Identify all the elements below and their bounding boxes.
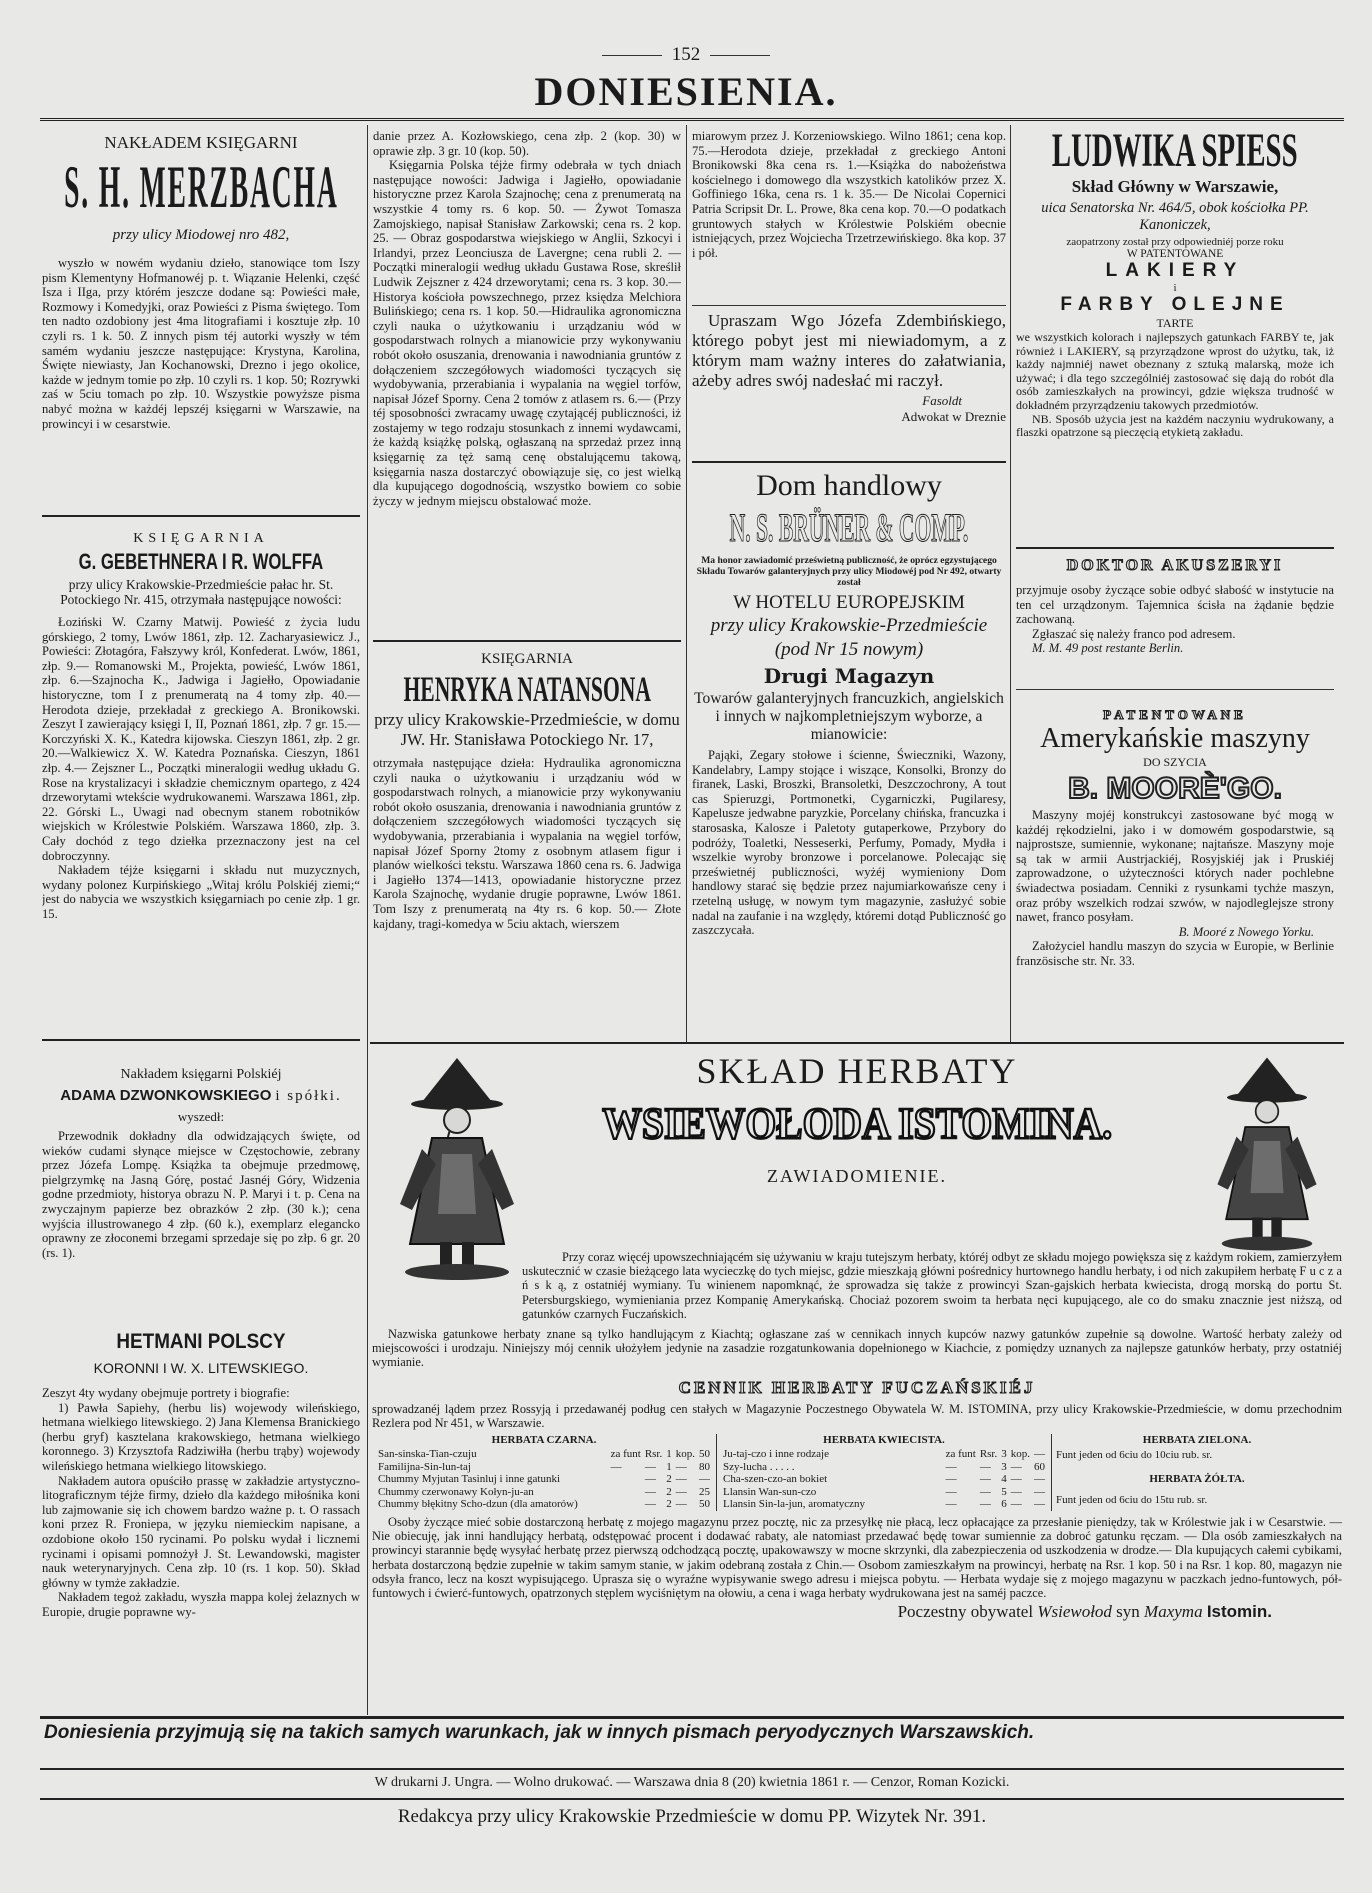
herzbach-name-wrap — [42, 153, 360, 221]
column-2 — [373, 125, 681, 1043]
footer-rule — [40, 1798, 1344, 1800]
natanson-address: przy ulicy Krakowskie-Przedmieście, w domu JW. Hr. Stanisława Potockiego Nr. 17, — [374, 710, 680, 749]
price-cell-rsr: 2 — [666, 1473, 672, 1486]
doktor-body: przyjmuje osoby życzące sobie odbyć słabość w instytucie na ten cel urządzonym. Tajemnica ścisła na żądanie będzie zachowaną. — [1016, 583, 1334, 627]
price-cell-rsr-label: — — [644, 1460, 656, 1473]
section-rule — [42, 515, 360, 517]
price-cell-unit: za funt — [945, 1448, 976, 1461]
price-row — [376, 1486, 712, 1499]
moore-sub: DO SZYCIA — [1143, 755, 1207, 769]
price-cell-kop: — — [1034, 1448, 1045, 1461]
price-cell-unit: — — [945, 1473, 957, 1486]
page-number-text: 152 — [671, 44, 701, 65]
price-cell-kop: — — [1034, 1473, 1045, 1486]
section-rule — [1016, 547, 1334, 549]
price-cell-unit — [609, 1498, 643, 1511]
gebethner-name-wrap — [42, 547, 360, 577]
price-cell-rsr-label: — — [979, 1473, 991, 1486]
tea-body — [372, 1250, 1342, 1622]
yellow-tea-price: Funt jeden od 6ciu do 15tu rub. sr. — [1056, 1493, 1208, 1506]
dzwonkowski-sub: wyszedł: — [177, 1109, 225, 1124]
price-row — [376, 1473, 712, 1486]
continuation-paragraph: danie przez A. Kozłowskiego, cena złp. 2 (kop. 30) w oprawie złp. 3 gr. 10 (kop. 50). — [373, 129, 681, 158]
price-cell-rsr-label: — — [979, 1498, 991, 1511]
green-yellow-tea-column — [1052, 1434, 1342, 1506]
price-cell-unit: — — [945, 1460, 957, 1473]
section-rule — [692, 461, 1006, 463]
continuation-paragraph: miarowym przez J. Korzeniowskiego. Wilno 1861; cena kop. 75.—Herodota dzieje, przekładał z greckiego Antoni Bronikowski 8ka cena rs. 1.—Książka do nabożeństwa kościelnego i domowego dla wszystkich katolików przez X. Goffiniego 16ka, cena rs. 1 k. 35.— De Nicolai Copernici Patria Scripsit Dr. L. Prowe, 8ka cena kop. 70.—O podatkach gruntowych stałych w Królestwie Polskiém obecnie istniejących, przez Wojciecha Trzetrzewińskiego. 8ka kop. 37 i pół. — [692, 129, 1006, 260]
price-cell-kop-label: kop. — [1010, 1448, 1030, 1461]
tea-closing: Osoby życzące mieć sobie dostarczoną herbatę z mojego magazynu przez pocztę, nic za przesyłkę nie płacą, lecz opłacające za przesłanie pieniędzy, tak w Królestwie jak i w Cesarstwie. — Nie obiecuję, jak inni handlujący herbatą, odstępować procent i dodawać rabaty, ale natomiast przedawać będę towar sumiennie za dobroć gatunku ręczam. — Dla osób zamieszkałych na prowincyi starannie będę wysyłać herbatę przez pierwszą odchodzącą pocztę, upakowawszy w mocne skrzynki, dla zabezpieczenia od uszkodzenia w drodze.— Dla kupujących całemi cybikami, herbata dostarczoną będzie zupełnie w takim samym stanie, w jakim odebraną została z Chin.— Osobom zamieszkałym na prowincyi, herbatę na Rsr. 1 kop. 50 i na Rsr. 1 kop. 80, magazyn nie odsyła franco, lecz na koszt wypisującego. Uprasza się o wyraźne wypisywanie swego adresu i miejsca pobytu. — Herbata wydaje się z mojego magazynu w paczkach jedno-funtowych, pół-funtowych i ćwierć-funtowych, opatrzonych stęplem wyciśniętym na ołowiu, a cena i waga herbaty wydrukowana jest na saméj paczce. — [372, 1515, 1342, 1601]
tea-name-wrap — [532, 1098, 1182, 1150]
dzwonkowski-body: Przewodnik dokładny dla odwidzających święte, od wieków cudami słynące miejsce w Częstochowie, zebrany przez Józefa Lompę. Książka ta obejmuje przedmowę, pielgrzymkę na Jasną Górę, postać Jasnéj Góry, Widzenia godne przedmioty, historya obrazu N. P. Maryi i t. p. Cena na zwyczajnym papierze bez obrazków 2 złp. (30 k.); cena wyjścia illustrowanego 4 złp. (60 k.), exemplarz elegancko oprawny ze złoconemi brzegami sprzedaje się po złp. 6 gr. 20 (rs. 1). — [42, 1129, 360, 1260]
price-cell-rsr-label: Rsr. — [979, 1448, 998, 1461]
dzwonkowski-ad — [42, 1053, 360, 1327]
spiess-farby: FARBY OLEJNE — [1060, 294, 1290, 315]
bruner-body: Pająki, Zegary stołowe i ścienne, Świeczniki, Wazony, Kandelabry, Lampy stojące i wiszące, Konsolki, Bronzy do firanek, Laski, Broszki, Bransoletki, Deszczochrony, A tout cas Spieruzgi, Portmonetki, Cygarniczki, Pugilaresy, Kapelusze jedwabne paryzkie, Porcelany chińska, francuzka i starosaska, Kalosze i Paletoty gutaperkowe, Przybory do podróży, Toaletki, Nesseserki, Perfumy, Pomady, Mydła i wszelkie wyroby bronzowe i porcelanowe. Polecając się prześwietnéj publiczności, wyżéj wymieniony Dom handlowy starać się będzie przez najumiarkowańsze ceny i rzetelną usługę, w nowym tym magazynie, zasłużyć sobie nadal na zaufanie i na względy, któremi dotąd Publiczność go zaszczycała. — [692, 748, 1006, 938]
price-cell-name: Szy-lucha . . . . . — [723, 1460, 795, 1473]
natanson-kicker: KSIĘGARNIA — [481, 651, 573, 667]
price-cell-rsr: 1 — [666, 1448, 672, 1461]
section-rule — [1016, 689, 1334, 690]
bruner-sub: Towarów galanteryjnych francuzkich, angielskich i innych w najkompletniejszym wyborze, a mianowicie: — [694, 690, 1004, 743]
bruner-ad — [692, 467, 1006, 1043]
herzbach-body: wyszło w nowém wydaniu dzieło, stanowiące tom Iszy pism Klementyny Hofmanowéj p. t. Wiązanie Helenki, część Isza i IIga, przy którém jeszcze dodane są: Powieści małe, Rozmowy i Komedyjki, oraz Powieści z Pisma świętego. Tom ten nadto ozdobiony jest 4ma litografiami i kosztuje złp. 10 czyli rs. 1 k. 50. Z innych pism téj autorki wyszły w tém samém wydaniu jeszcze następujące: Krystyna, Karolina, Święte niewiasty, Jan Kochanowski, Drezno i jego okolice, każde w jednym tomie po złp. 10 czyli rs. 1 kop. 50; Rozrywki zaś w 5ciu tomach po złp. 10. Wszystkie powyższe pisma nabyć można w każdéj lepszéj księgarni w Warszawie, na prowincyi i w cesarstwie. — [42, 256, 360, 431]
green-tea-title: HERBATA ZIELONA. — [1142, 1434, 1252, 1447]
doktor-line: Zgłaszać się należy franco pod adresem. — [1032, 626, 1236, 641]
natanson-continuation — [692, 129, 1006, 297]
price-cell-kop: 25 — [699, 1485, 710, 1498]
hetmani-title: HETMANI POLSCY — [116, 1330, 286, 1353]
price-cell-kop-label: — — [1010, 1498, 1022, 1511]
price-row — [376, 1448, 712, 1461]
moore-ad — [1016, 695, 1334, 1035]
header-rule — [40, 118, 1344, 121]
black-tea-title: HERBATA CZARNA. — [491, 1434, 597, 1447]
gebethner-paragraph: Łoziński W. Czarny Matwij. Powieść z życia ludu górskiego, 2 tomy, Lwów 1861, złp. 12. Zacharyasiewicz J., Powieści: Złotagóra, Fałszywy król, Konfederat. Lwów, 1861, złp. 9.— Romanowski M., Projekta, powieść, Lwów 1861, złp. 6.—Szajnocha K., Jadwiga i Jagiełło, Opowiadanie historyczne, tom I z prenumeratą na 4 tomy złp. 40.—Herodota dzieje, przekładał z greckiego A. Bronikowski. Zeszyt I zawierający księgi I, II, Poznań 1861, złp. 7 gr. 15.—Korczyński X. K., Katedra kijowska. Cieszyn 1861, złp. 2 gr. 20.—Walkiewicz X. W. Katedra Poznańska. Cieszyn, 1861 złp. 4.— Zejszner L., Początki mineralogii według układu G. Rose na krystalizacyi i składzie chemicznym opartego, z 424 drzeworytami wtekście wydrukowanemi. Warszawa 1861, złp. 22. Górski L., Uwagi nad obecnym stanem robotników wiejskich w Królestwie Polskiém. Warszawa 1860, złp. 3. Cały dochód z tego dziełka przeznaczony jest na cel dobroczynny. — [42, 615, 360, 863]
spiess-body: we wszystkich kolorach i najlepszych gatunkach FARBY te, jak również i LAKIERY, są przyrządzone wprost do użytku, tak, iż każdy najmniéj nawet obeznany z sztuką malarską, może ich używać; i dla tego szczególniéj zastosować się dają do robót dla osób zamieszkałych na prowincyi, gdzie większa trudność w dokładném przyrządzeniu takowych przedmiotów. — [1016, 330, 1334, 412]
flower-tea-column — [717, 1434, 1052, 1511]
price-cell-unit — [609, 1473, 643, 1486]
footer-editorial: Redakcya przy ulicy Krakowskie Przedmieście w domu PP. Wizytek Nr. 391. — [397, 1806, 987, 1827]
spiess-patent: W PATENTOWANE — [1126, 248, 1224, 260]
bruner-address: przy ulicy Krakowskie-Przedmieście (pod Nr 15 nowym) — [710, 615, 988, 660]
price-cell-kop: — — [699, 1473, 710, 1486]
bruner-intro: Ma honor zawiadomić prześwietną publiczność, że oprócz egzystującego Składu Towarów galanteryjnych przy ulicy Miodowéj pod Nr 492, otwarty został — [696, 555, 1002, 588]
price-cell-unit: za funt — [610, 1448, 641, 1461]
section-rule — [692, 305, 1006, 306]
section-rule — [370, 1042, 1344, 1044]
signature-first: Wsiewołod — [1037, 1602, 1112, 1622]
price-cell-kop-label: — — [1010, 1460, 1022, 1473]
price-cell-kop: — — [1034, 1485, 1045, 1498]
price-cell-kop-label: kop. — [675, 1448, 695, 1461]
tea-name: WSIEWOŁODA ISTOMINA. — [602, 1099, 1112, 1148]
footer-rule — [40, 1716, 1344, 1719]
page-number-rule-left — [602, 55, 662, 56]
spiess-name: LUDWIKA SPIESS — [1052, 125, 1298, 177]
black-tea-table — [376, 1448, 712, 1511]
price-cell-unit: — — [945, 1485, 957, 1498]
price-cell-rsr-label: — — [644, 1473, 656, 1486]
price-cell-name: Chummy czerwonawy Kołyn-ju-an — [378, 1485, 534, 1498]
moore-body: Maszyny mojéj konstrukcyi zastosowane być mogą w każdéj rękodzielni, jako i w domowém gospodarstwie, są najprostsze, sumiennie, wykonane; najtańsze. Maszyny moje są tak w armii Austrjackiéj, Rosyjskiéj jak i Pruskiéj zaprowadzone, o użyteczności których nader pochlebne świadectwa posiadam. Cenniki z rysunkami tychże maszyn, oraz próby wszelkich rodzai szwów, w najodleglejsze strony nawet, franco posyłam. — [1016, 808, 1334, 925]
continuation-paragraph: Księgarnia Polska téjże firmy odebrała w tych dniach następujące nowości: Jadwiga i Jagiełło, opowiadanie historyczne przez Karola Szajnochę; cena z prenumeratą na wszystkie 4 tomy rs. 6 kop. 50. — Żywot Tomasza Zamojskiego, napisał Stanisław Zarkowski; cena rs. 2 kop. 25. — Obraz gospodarstwa wiejskiego w Anglii, Szkocyi i Irlandyi, przez Leonciusza de Lavergne; cena rubli 2. — Początki mineralogii według układu Gustawa Rose, skreślił Ludwik Zejszner z 424 drzeworytami; cena rs. 3 kop. 30.—Historya kościoła powszechnego, przez księdza Melchiora Bulińskiego; cena rs. 1 kop. 50.—Hidraulika agronomiczna czyli nauka o użytkowaniu i urządzaniu wód w gospodarstwach rolnych a mianowicie przy wykonywaniu robót około osuszania, drenowania i nawodniania gruntów z dołączeniem szczegółowych wiadomości tyczących się wydobywania, przerabiania i wypalania na węgiel torfów, napisał Józef Sporny. Cena 2 tomów z atlasem rs. 6.— (Przy téj sposobności zwracamy uwagę czytającéj publiczności, iż zostajemy w tego rodzaju stosunkach z innemi wydawcami, że każdą książkę polską, ogłaszaną na sprzedaż przez inną księgarnię za tęż samą cenę obstalującemu takową, księgarnia nasza dostarczyć obowiązuje się, co jest wielką dla kupującego dogodnością, wszystko bowiem co sobie życzy w jednym miejscu obstalować może. — [373, 158, 681, 508]
hetmani-paragraph: 1) Pawła Sapiehy, (herbu lis) wojewody wileńskiego, hetmana wielkiego litewskiego. 2) Jana Klemensa Branickiego (herbu gryf) kasztelana krakowskiego, hetmana wielkiego koronnego. 3) Krzysztofa Radziwiłła (herbu trąby) wojewody wileńskiego hetmana wielkiego litowskiego. — [42, 1400, 360, 1473]
hetmani-paragraph: Zeszyt 4ty wydany obejmuje portrety i biografie: — [42, 1386, 290, 1400]
page-number-rule-right — [710, 55, 770, 56]
price-cell-name: Llansin Wan-sun-czo — [723, 1485, 817, 1498]
hetmani-paragraph: Nakładem tegoż zakładu, wyszła mappa kolej żelaznych w Europie, drugie poprawne wy- — [42, 1590, 360, 1619]
dzwonkowski-name: ADAMA DZWONKOWSKIEGO — [60, 1087, 272, 1104]
price-cell-unit: — — [610, 1460, 622, 1473]
price-cell-unit: — — [945, 1498, 957, 1511]
istomin-tea-ad — [372, 1046, 1342, 1714]
bruner-hotel: W HOTELU EUROPEJSKIM — [733, 592, 965, 613]
price-row — [721, 1473, 1047, 1486]
tea-sub: ZAWIADOMIENIE. — [766, 1166, 947, 1186]
gebethner-paragraph: Nakładem téjże księgarni i składu nut muzycznych, wydany polonez Kurpińskiego „Witaj królu Polskiéj ziemi;“ jest do nabycia we wszystkich księgarniach po cenie złp. 1 gr. 15. — [42, 863, 360, 921]
herzbach-address: przy ulicy Miodowej nro 482, — [112, 227, 290, 243]
dzwonkowski-suffix: i spółki. — [275, 1088, 342, 1104]
herzbach-name: S. H. MERZBACHA — [63, 154, 339, 220]
footer-imprint: W drukarni J. Ungra. — Wolno drukować. — Warszawa dnia 8 (20) kwietnia 1861 r. — Cenzor, Roman Kozicki. — [374, 1775, 1010, 1790]
tea-signature — [372, 1602, 1342, 1622]
price-cell-rsr: 3 — [1001, 1448, 1007, 1461]
gebethner-name: G. GEBETHNERA I R. WOLFFA — [78, 549, 324, 574]
price-cell-kop-label: — — [1010, 1485, 1022, 1498]
gebethner-ad — [42, 523, 360, 1041]
flower-tea-title: HERBATA KWIECISTA. — [823, 1434, 945, 1447]
natanson-name: HENRYKA NATANSONA — [403, 669, 651, 709]
spiess-tarte: TARTE — [1156, 316, 1194, 330]
natanson-name-wrap — [373, 668, 681, 710]
price-cell-kop: 60 — [1034, 1460, 1045, 1473]
price-cell-rsr: 2 — [666, 1498, 672, 1511]
price-row — [721, 1498, 1047, 1511]
column-divider — [367, 125, 368, 1715]
chinese-figure-right-illustration — [1192, 1054, 1342, 1254]
price-cell-rsr: 4 — [1001, 1473, 1007, 1486]
column-1 — [42, 125, 360, 1717]
spiess-lakiery: LAKIERY — [1105, 260, 1245, 281]
price-cell-unit — [609, 1486, 643, 1499]
price-cell-name: San-sinska-Tian-czuju — [378, 1448, 477, 1461]
tea-title: SKŁAD HERBATY — [696, 1051, 1018, 1091]
price-list-title: CENNIK HERBATY FUCZAŃSKIÉJ — [678, 1377, 1036, 1397]
page-number — [0, 44, 1372, 66]
price-cell-kop-label: — — [675, 1498, 687, 1511]
tea-paragraph: Przy coraz więcéj upowszechniającém się używaniu w kraju tutejszym herbaty, któréj odbyt ze składu mojego powiększa się z każdym rokiem, zamierzyłem uskutecznić w czasie bieżącego lata wycieczkę do tych miejsc, gdzie mieszkają główni pośrednicy hurtownego handlu herbaty, i od nich zakupiłem herbatę F u c z a ń s k ą, z ostatniéj wymiany. Tu winienem napomknąć, że sprowadza się także z prowincyi Szan-gajskich herbata kwiecista, drogą morską do portu St. Petersburgskiego, wymieniania przez Kompanię Amerykańską. Chociaż pozorem swoim ta herbata nęci kupującego, ale co do smaku znacznie jest niższą, od gatunków czarnych Fuczańskich. — [522, 1250, 1342, 1321]
moore-name: B. MOORÈ'GO. — [1068, 772, 1282, 805]
bruner-heading: Dom handlowy — [756, 469, 942, 502]
natanson-body: otrzymała następujące dzieła: Hydraulika agronomiczna czyli nauka o użytkowaniu i urządzaniu wód w gospodarstwach rolnych, a mianowicie przy wykonywaniu robót około osuszania, drenowania i nawodniania gruntów z dołączeniem szczegółowych wiadomości tyczących się wydobywania, przerabiania i wypalania na węgiel torfów, napisał Józef Sporny 2tomy z osobnym atlasem figur i planów wielkości tekstu. Warszawa 1860 cena rs. 6. Jadwiga i Jagiełło 1374—1413, opowiadanie historyczne przez Karola Szajnochę, wydanie drugie poprawne, Lwów 1861. Tom Iszy z prenumeratą na 4ty rs. 6 kop. 50.— Złote kajdany, tragi-komedya w 5ciu aktach, wierszem — [373, 756, 681, 931]
price-cell-rsr: 3 — [1001, 1460, 1007, 1473]
price-cell-kop-label: — — [675, 1485, 687, 1498]
flower-tea-table — [721, 1448, 1047, 1511]
herzbach-kicker: NAKŁADEM KSIĘGARNI — [104, 133, 298, 152]
spiess-nb: NB. Sposób użycia jest na każdém naczyniu wydrukowany, a flaszki opatrzone są pieczęcią etykietą zakładu. — [1016, 411, 1334, 440]
signature-mid: syn — [1116, 1602, 1140, 1622]
price-cell-name: Llansin Sin-la-jun, aromatyczny — [723, 1498, 866, 1511]
column-3 — [692, 125, 1006, 1043]
price-cell-rsr: 5 — [1001, 1485, 1007, 1498]
price-cell-rsr: 1 — [666, 1460, 672, 1473]
doktor-ad — [1016, 553, 1334, 685]
price-row — [721, 1461, 1047, 1474]
price-cell-kop-label: — — [1010, 1473, 1022, 1486]
column-4 — [1016, 125, 1334, 1037]
notice-signature-title: Adwokat w Dreznie — [901, 409, 1006, 424]
signature-patronym: Maxyma — [1144, 1602, 1203, 1622]
section-rule — [373, 640, 681, 642]
doktor-address: M. M. 49 post restante Berlin. — [1032, 641, 1184, 656]
hetmani-title-wrap — [42, 1330, 360, 1354]
herzbach-ad — [42, 125, 360, 517]
price-cell-name: Familijna-Sin-lun-taj — [378, 1460, 471, 1473]
signature-prefix: Poczestny obywatel — [897, 1602, 1034, 1622]
spiess-and: i — [1173, 282, 1177, 294]
tea-paragraph: Nazwiska gatunkowe herbaty znane są tylko handlującym z Kiachtą; ogłaszane zaś w cennikach innych kupców nazwy gatunków zupełnie są dowolne. Wartość herbaty zależy od miejscowości i urodzaju. Niniejszy mój cennik ułożyłem jedynie na zasadzie rozgatunkowania dopełnionego w Kiachcie, z pomiędzy uznanych za najlepsze gatunków herbaty, przy ostatniéj wymianie. — [372, 1327, 1342, 1370]
black-tea-column — [372, 1434, 717, 1511]
price-list-intro: sprowadzanéj lądem przez Rossyją i przedawanéj podług cen stałych w Magazynie Poczestnego Obywatela W. M. ISTOMINA, przy ulicy Krakowskie-Przedmieście, w domu przechodnim Rezlera pod Nr 451, w Warszawie. — [372, 1401, 1342, 1430]
page-title: DONIESIENIA. — [534, 69, 838, 114]
price-list — [372, 1434, 1342, 1511]
hetmani-ad — [42, 1330, 360, 1717]
dzwonkowski-kicker: Nakładem księgarni Polskiéj — [120, 1067, 282, 1082]
price-cell-rsr-label: — — [644, 1498, 656, 1511]
price-cell-name: Ju-taj-czo i inne rodzaje — [723, 1448, 829, 1461]
natanson-ad — [373, 645, 681, 1043]
price-cell-rsr-label: — — [979, 1460, 991, 1473]
price-cell-rsr-label: — — [979, 1485, 991, 1498]
price-cell-kop: 50 — [699, 1498, 710, 1511]
price-cell-rsr: 6 — [1001, 1498, 1007, 1511]
bruner-magazine: Drugi Magazyn — [763, 664, 935, 688]
price-cell-rsr-label: Rsr. — [644, 1448, 663, 1461]
price-row — [721, 1486, 1047, 1499]
zdembinski-notice — [692, 311, 1006, 457]
hetmani-subtitle: KORONNI I W. X. LITEWSKIEGO. — [93, 1360, 309, 1376]
price-cell-kop: 80 — [699, 1460, 710, 1473]
column-divider — [1010, 125, 1011, 1043]
price-cell-kop-label: — — [675, 1460, 687, 1473]
doktor-title: DOKTOR AKUSZERYI — [1066, 557, 1284, 574]
price-cell-name: Chummy Myjutan Tasinluj i inne gatunki — [378, 1473, 561, 1486]
gebethner-address: przy ulicy Krakowskie-Przedmieście pałac hr. St. Potockiego Nr. 415, otrzymała następujące nowości: — [60, 577, 342, 607]
moore-heading: Amerykańskie maszyny — [1040, 723, 1310, 754]
moore-signature: B. Mooré z Nowego Yorku. — [1178, 924, 1314, 939]
footer-rule — [40, 1768, 1344, 1770]
section-rule — [42, 1039, 360, 1041]
column-divider — [686, 125, 687, 1043]
price-cell-rsr-label: — — [644, 1485, 656, 1498]
spiess-name-wrap — [1016, 125, 1334, 177]
spiess-sub: Skład Główny w Warszawie, — [1071, 177, 1279, 196]
bruner-name-wrap — [692, 505, 1006, 551]
kozlowski-continuation — [373, 129, 681, 637]
spiess-line: zaopatrzony został przy odpowiedniéj porze roku — [1066, 236, 1284, 248]
price-cell-kop: — — [1034, 1498, 1045, 1511]
price-cell-kop: 50 — [699, 1448, 710, 1461]
bruner-name: N. S. BRÜNER & COMP. — [729, 505, 969, 550]
green-tea-price: Funt jeden od 6ciu do 10ciu rub. sr. — [1056, 1448, 1213, 1461]
price-row — [721, 1448, 1047, 1461]
notice-signature: Fasoldt — [922, 393, 962, 408]
gebethner-kicker: KSIĘGARNIA — [133, 531, 269, 546]
price-cell-rsr: 2 — [666, 1485, 672, 1498]
hetmani-paragraph: Nakładem autora opuściło prassę w zakładzie artystyczno-litograficznym téjże firmy, dzieło dla każdego miłośnika koni lub zajmowanie się ich chowem bardzo ważne p. t. O rassach koni przez R. Froniepa, w języku niemieckim napisane, a ozdobione około 150 rycinami. Po polsku wydał i licznemi rycinami i opisami pomnożył J. St. Lewandowski, magister nauk weterynaryjnych. Cena złp. 10 (rs. 1 kop. 50). Skład główny w tymże zakładzie. — [42, 1473, 360, 1590]
spiess-address: uica Senatorska Nr. 464/5, obok kościołka PP. Kanoniczek, — [1041, 200, 1309, 233]
price-row — [376, 1498, 712, 1511]
dzwonkowski-name-line — [42, 1087, 360, 1105]
yellow-tea-title: HERBATA ŻÓŁTA. — [1149, 1473, 1245, 1486]
footer-banner: Doniesienia przyjmują się na takich samych warunkach, jak w innych pismach peryodycznych Warszawskich. — [44, 1722, 1035, 1743]
price-cell-name: Chummy błękitny Scho-dzun (dla amatorów) — [378, 1498, 578, 1511]
moore-footer: Założyciel handlu maszyn do szycia w Europie, w Berlinie französische str. Nr. 33. — [1016, 939, 1334, 968]
spiess-ad — [1016, 125, 1334, 541]
signature-last: Istomin. — [1206, 1602, 1272, 1622]
price-cell-kop-label: — — [675, 1473, 687, 1486]
price-row — [376, 1461, 712, 1474]
notice-body: Upraszam Wgo Józefa Zdembińskiego, którego pobyt jest mi niewiadomym, a z którym mam ważny interes do załatwiania, ażeby adres swój nadesłać mi raczył. — [692, 311, 1006, 390]
moore-kicker: PATENTOWANE — [1103, 707, 1247, 722]
price-cell-name: Cha-szen-czo-an bokiet — [723, 1473, 828, 1486]
